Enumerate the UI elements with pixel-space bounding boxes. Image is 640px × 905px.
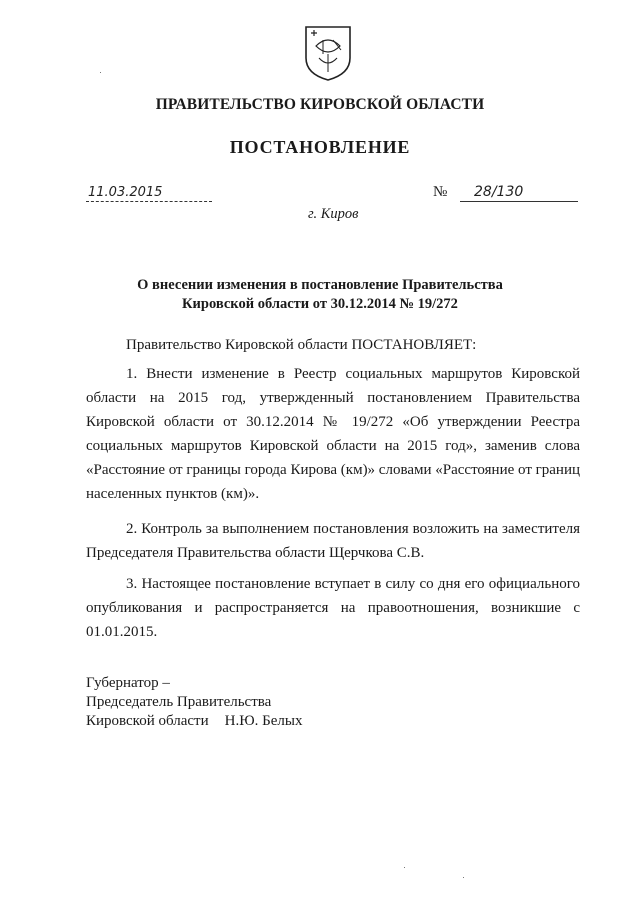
document-type: ПОСТАНОВЛЕНИЕ xyxy=(229,137,411,157)
paragraph-1: 1. Внести изменение в Реестр социальных маршрутов Кировской области на 2015 год, утвержденный постановлением Правительства Кировской области от 30.12.2014 № 19/272 «Об утверждении Реестра социальных маршрутов Кировской области на 2015 год», заменив слова «Расстояние от границы города Кирова (км)» словами «Расстояние от границ населенных пунктов (км)». xyxy=(86,366,581,502)
resolution-intro: Правительство Кировской области ПОСТАНОВЛЯЕТ: xyxy=(126,337,477,353)
government-title: ПРАВИТЕЛЬСТВО КИРОВСКОЙ ОБЛАСТИ xyxy=(155,96,485,113)
document-number: 28/130 xyxy=(474,184,524,200)
subject-line-1: О внесении изменения в постановление Правительства xyxy=(137,277,503,293)
city: г. Киров xyxy=(308,206,359,222)
scan-speck xyxy=(463,877,464,878)
signature-region: Кировской области xyxy=(86,713,209,729)
document-date: 11.03.2015 xyxy=(88,185,163,200)
signature-line-2: Председатель Правительства xyxy=(86,694,272,710)
subject-line-2: Кировской области от 30.12.2014 № 19/272 xyxy=(182,296,458,312)
document-subject xyxy=(100,276,540,314)
signature-line-1: Губернатор – xyxy=(86,675,170,691)
signatory-name: Н.Ю. Белых xyxy=(224,713,303,729)
coat-of-arms-icon xyxy=(303,24,353,82)
signature-line-3 xyxy=(86,712,302,731)
number-field xyxy=(460,185,578,202)
date-field xyxy=(86,185,212,202)
scan-speck xyxy=(404,867,405,868)
paragraph-3: 3. Настоящее постановление вступает в силу со дня его официального опубликования и распространяется на правоотношения, возникшие с 01.01.2015. xyxy=(86,576,580,640)
signature-block xyxy=(86,674,302,731)
scan-speck xyxy=(100,72,101,73)
paragraph-2: 2. Контроль за выполнением постановления возложить на заместителя Председателя Правительства области Щерчкова С.В. xyxy=(86,521,580,561)
number-sign: № xyxy=(433,184,448,200)
